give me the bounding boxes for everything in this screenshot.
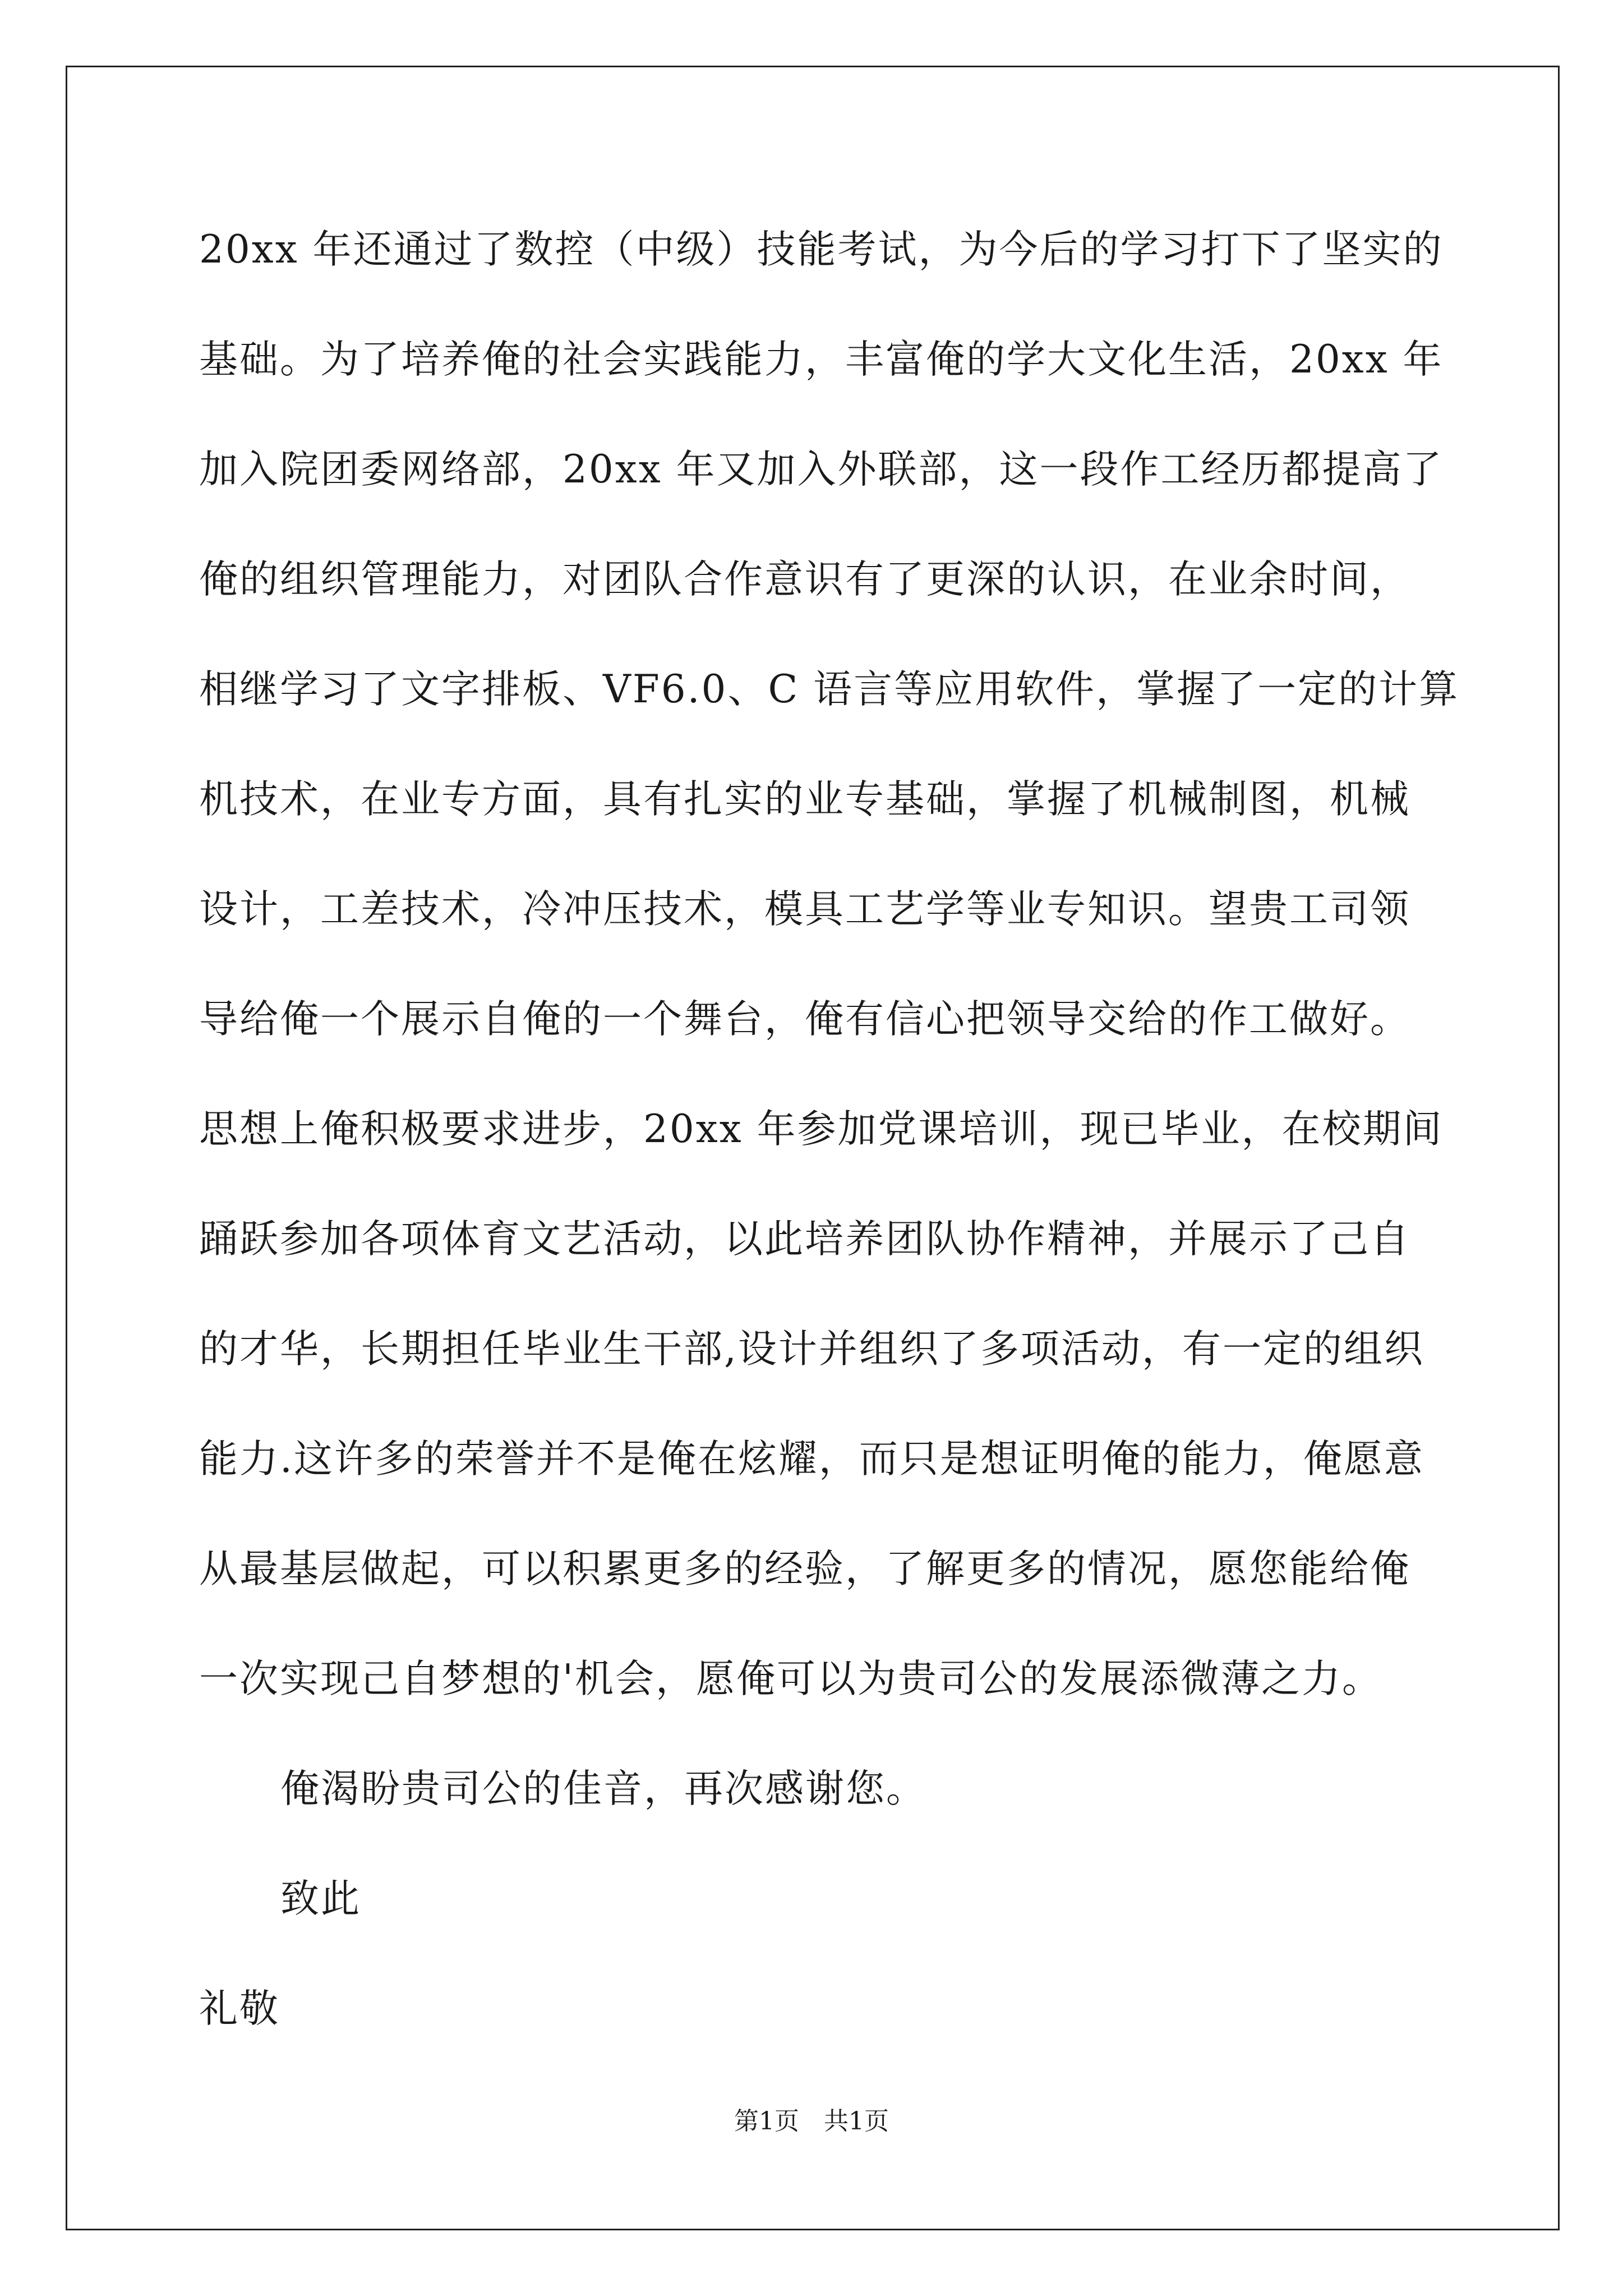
- body-line-3: 加入院团委网络部，20xx 年又加入外联部，这一段作工经历都提高了: [199, 447, 1444, 492]
- body-line-10: 踊跃参加各项体育文艺活动，以此培养团队协作精神，并展示了己自: [199, 1217, 1410, 1262]
- body-line-4: 俺的组织管理能力，对团队合作意识有了更深的认识，在业余时间，: [199, 557, 1410, 602]
- body-line-14: 一次实现己自梦想的'机会，愿俺可以为贵司公的发展添微薄之力。: [199, 1657, 1382, 1701]
- body-line-2: 基础。为了培养俺的社会实践能力，丰富俺的学大文化生活，20xx 年: [199, 337, 1444, 382]
- body-line-9: 思想上俺积极要求进步，20xx 年参加党课培训，现已毕业，在校期间: [199, 1107, 1444, 1152]
- body-line-7: 设计，工差技术，冷冲压技术，模具工艺学等业专知识。望贵工司领: [199, 887, 1410, 932]
- body-line-13: 从最基层做起，可以积累更多的经验，了解更多的情况，愿您能给俺: [199, 1547, 1410, 1591]
- page-number-footer: 第1页 共1页: [734, 2107, 889, 2136]
- letter-body: [199, 222, 1460, 2091]
- body-line-12: 能力.这许多的荣誉并不是俺在炫耀，而只是想证明俺的能力，俺愿意: [199, 1437, 1424, 1481]
- body-line-11: 的才华，长期担任毕业生干部,设计并组织了多项活动，有一定的组织: [199, 1327, 1424, 1372]
- salutation: 致此: [280, 1876, 361, 1921]
- closing-line: 俺渴盼贵司公的佳音，再次感谢您。: [280, 1766, 926, 1811]
- body-line-1: 20xx 年还通过了数控（中级）技能考试，为今后的学习打下了坚实的: [199, 227, 1444, 272]
- body-line-6: 机技术，在业专方面，具有扎实的业专基础，掌握了机械制图，机械: [199, 777, 1410, 822]
- regards: 礼敬: [199, 1986, 280, 2031]
- body-line-5: 相继学习了文字排板、VF6.0、C 语言等应用软件，掌握了一定的计算: [199, 667, 1460, 712]
- body-line-8: 导给俺一个展示自俺的一个舞台，俺有信心把领导交给的作工做好。: [199, 997, 1410, 1042]
